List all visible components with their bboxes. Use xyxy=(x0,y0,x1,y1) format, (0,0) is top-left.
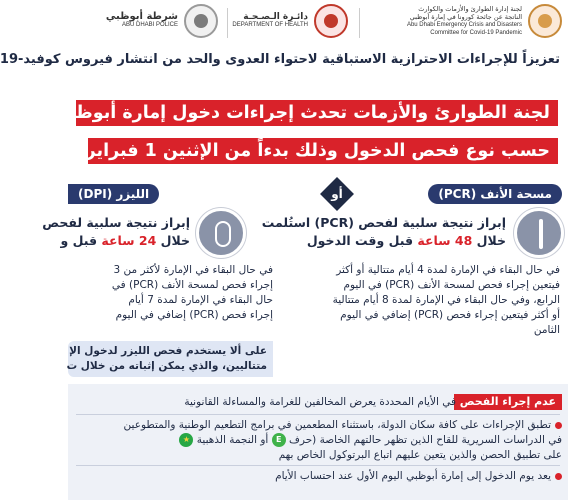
notes-title: عدم إجراء الفحص xyxy=(454,394,562,410)
notes-line-1 xyxy=(124,418,562,433)
notes-line2-pre: في الدراسات السريرية للقاح الذين تظهر حالتهم الخاصة (حرف xyxy=(289,434,562,446)
pcr-heading: مسحة الأنف (PCR) xyxy=(428,184,562,204)
dpi-req-pre: خلال xyxy=(160,233,190,248)
notes-divider xyxy=(76,465,560,466)
committee-en-line2: Committee for Covid-19 Pandemic xyxy=(430,30,522,36)
notes-line1-text: تطبق الإجراءات على كافة سكان الدولة، باستثناء المطعمين في برامج التطعيم الوطنية والمتطوعين xyxy=(123,419,551,431)
notes-line2-post: أو النجمة الذهبية xyxy=(196,434,269,446)
dpi-para-line: إجراء فحص (PCR) إضافي في اليوم xyxy=(115,309,273,321)
header-separator xyxy=(227,8,228,38)
pcr-para-line: الرابع، وفي حال البقاء في الإمارة لمدة 8 أيام متتالية xyxy=(332,294,560,306)
letter-e-badge-icon: E xyxy=(272,433,286,447)
pcr-req-pre: خلال xyxy=(476,233,506,248)
dpi-requirement xyxy=(42,214,190,250)
dpi-req-line2 xyxy=(60,232,190,250)
dpi-para-line: في حال البقاء في الإمارة لأكثر من 3 xyxy=(113,264,273,276)
pcr-paragraph xyxy=(310,263,560,338)
pcr-para-line: الثامن xyxy=(533,324,560,336)
dpi-req-hours: 24 ساعة xyxy=(101,233,157,248)
police-emblem-icon xyxy=(184,4,218,38)
police-logo-text xyxy=(106,13,178,29)
notes-line4-text: يعد يوم الدخول إلى إمارة أبوظبي اليوم الأول عند احتساب الأيام xyxy=(275,470,551,482)
committee-logo-text xyxy=(407,5,522,37)
pcr-req-line2 xyxy=(306,232,506,250)
police-en: ABU DHABI POLICE xyxy=(121,22,178,28)
committee-en-line1: Abu Dhabi Emergency Crisis and Disasters xyxy=(406,22,522,28)
header-separator xyxy=(359,8,360,38)
dpi-para-line: حال البقاء في الإمارة لمدة 7 أيام xyxy=(128,294,273,306)
police-logo-block xyxy=(106,4,218,38)
nasal-swab-icon xyxy=(514,208,564,258)
dpi-note-line2: متتاليين، والذي يمكن إثباته من خلال ت xyxy=(66,360,267,372)
committee-emblem-icon xyxy=(528,4,562,38)
notes-line-4 xyxy=(275,469,562,484)
health-logo-text xyxy=(232,13,308,29)
dpi-req-post: قبل و xyxy=(60,233,98,248)
dpi-heading: الليزر (DPI) xyxy=(68,184,159,204)
dpi-note-line1: على ألا يستخدم فحص الليزر لدخول الإ xyxy=(69,345,267,357)
notes-line-2 xyxy=(179,433,562,448)
or-badge xyxy=(320,177,354,211)
pcr-para-line: في حال البقاء في الإمارة لمدة 4 أيام متتالية أو أكثر xyxy=(336,264,560,276)
committee-ar-line2: الناتجة عن جائحة كورونا في إمارة أبوظبي xyxy=(409,13,522,21)
or-label: أو xyxy=(331,187,343,201)
pcr-requirement xyxy=(261,214,506,250)
notes-divider xyxy=(76,414,560,415)
committee-ar-line1: لجنة إدارة الطوارئ والأزمات والكوارث xyxy=(418,5,522,13)
health-ar: دائـرة الـصـحـة xyxy=(243,12,308,22)
banner-line-1: لجنة الطوارئ والأزمات تحدث إجراءات دخول إمارة أبوظبي xyxy=(76,100,558,126)
dpi-para-line: إجراء فحص لمسحة الأنف (PCR) في xyxy=(111,279,273,291)
committee-logo-block xyxy=(407,4,562,38)
pcr-req-line1: إبراز نتيجة سلبية لفحص (PCR) استُلمت xyxy=(261,215,506,230)
bullet-icon xyxy=(555,473,562,480)
dpi-req-line1: إبراز نتيجة سلبية لفحص xyxy=(42,215,190,230)
bullet-icon xyxy=(555,422,562,429)
police-ar: شرطة أبوظبي xyxy=(105,11,178,22)
health-emblem-icon xyxy=(314,4,348,38)
dpi-note xyxy=(68,341,273,377)
pcr-para-line: فيتعين إجراء فحص لمسحة الأنف (PCR) في اليوم xyxy=(343,279,560,291)
page-subtitle: تعزيزاً للإجراءات الاحترازية الاستباقية لاحتواء العدوى والحد من انتشار فيروس كوفيد-19 xyxy=(0,52,560,67)
banner-line-2: حسب نوع فحص الدخول وذلك بدءاً من الإثنين 1 فبراير xyxy=(88,138,558,164)
pcr-para-line: أو أكثر فيتعين إجراء فحص (PCR) إضافي في اليوم xyxy=(340,309,560,321)
pcr-req-hours: 48 ساعة xyxy=(417,233,473,248)
health-en: DEPARTMENT OF HEALTH xyxy=(232,22,308,28)
pcr-req-post: قبل وقت الدخول xyxy=(306,233,414,248)
laser-test-icon xyxy=(196,208,246,258)
header xyxy=(68,0,568,48)
notes-line-3: على تطبيق الحصن والذين يتعين عليهم اتباع البرتوكول الخاص بهم xyxy=(278,449,562,461)
notes-title-tail: في الأيام المحددة يعرض المخالفين للغرامة والمساءلة القانونية xyxy=(184,396,456,408)
dpi-paragraph xyxy=(68,263,273,323)
health-logo-block xyxy=(232,4,348,38)
gold-star-badge-icon: ★ xyxy=(179,433,193,447)
